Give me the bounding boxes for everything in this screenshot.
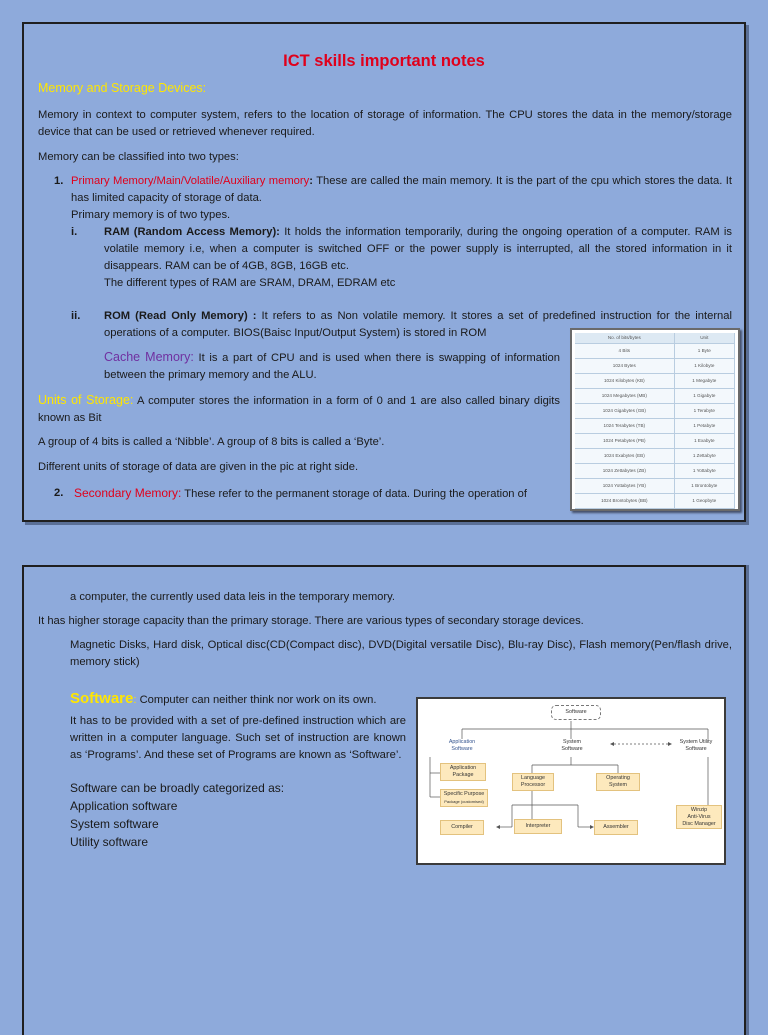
diagram-label-line: Software: [561, 746, 583, 752]
ram-text: It holds the information temporarily, during the ongoing operation of a computer. RAM is volatile memory i.e, when a computer is switched OFF or the power supply is interrupted, all the stored information in it disappears. RAM can be of 4GB, 8GB, 16GB etc.: [104, 226, 733, 272]
cache-term: Cache Memory:: [104, 350, 194, 364]
memory-heading: Memory and Storage Devices:: [38, 81, 207, 95]
table-row: [575, 373, 735, 388]
secondary-term: Secondary Memory:: [74, 486, 182, 500]
ram-term: RAM (Random Access Memory):: [104, 226, 280, 238]
table-row: [575, 433, 735, 448]
diagram-node-compiler: Compiler: [440, 820, 484, 835]
table-cell: 1024 Brontobytes (BB): [575, 493, 674, 508]
table-row: [575, 463, 735, 478]
software-categorized: Software can be broadly categorized as:: [70, 781, 285, 795]
table-cell: 1 Byte: [674, 343, 734, 358]
diagram-label-line: Package: [452, 772, 474, 778]
diagram-label-line: Processor: [520, 782, 546, 788]
diagram-connectors: [418, 699, 724, 863]
units-table-header: Unit: [674, 333, 734, 343]
units-of-storage-table: [570, 328, 740, 511]
primary-number: 1.: [54, 175, 64, 187]
software-intro: [70, 690, 406, 709]
page-title: ICT skills important notes: [283, 52, 485, 70]
table-cell: 1 Gigabyte: [674, 388, 734, 403]
primary-two-types: Primary memory is of two types.: [71, 209, 231, 221]
units-term: Units of Storage:: [38, 393, 134, 407]
secondary-text: These refer to the permanent storage of data. During the operation of: [181, 488, 527, 500]
diagram-label-line: Software: [685, 746, 707, 752]
secondary-devices: Magnetic Disks, Hard disk, Optical disc(CD(Compact disc), DVD(Digital versatile Disc), Blu-ray Disc), Flash memory(Pen/flash drive, memory stick): [70, 639, 732, 668]
diagram-label-line: System: [563, 739, 581, 745]
diagram-label-line: Application: [448, 739, 476, 745]
units-text: A computer stores the information in a form of 0 and 1 are also called binary digits known as Bit: [38, 395, 560, 424]
diagram-node-application-package: [440, 763, 486, 781]
table-cell: 1 Terabyte: [674, 403, 734, 418]
page-2: [22, 565, 746, 1035]
units-paragraph: [38, 392, 560, 427]
diagram-label-line: Operating: [606, 775, 630, 781]
table-row: [575, 358, 735, 373]
units-table-body: [575, 343, 735, 508]
table-cell: 1 Geopbyte: [674, 493, 734, 508]
memory-intro: Memory in context to computer system, refers to the location of storage of information. The CPU stores the data in the memory/storage device that can be used or retrieved whenever required.: [38, 109, 732, 138]
table-cell: 1024 Petabytes (PB): [575, 433, 674, 448]
table-row: [575, 388, 735, 403]
diagram-label-line: System Utility: [679, 739, 713, 745]
table-cell: 1 Megabyte: [674, 373, 734, 388]
diagram-label-line: Software: [451, 746, 473, 752]
ram-paragraph: [104, 224, 732, 275]
diagram-node-utility-software: [672, 739, 720, 753]
diagram-node-system-software: [548, 739, 596, 753]
table-row: [575, 403, 735, 418]
table-cell: 1 Petabyte: [674, 418, 734, 433]
rom-term: ROM (Read Only Memory) :: [104, 310, 257, 322]
table-cell: 1 Exabyte: [674, 433, 734, 448]
diagram-node-utilities: [676, 805, 722, 829]
diagram-node-application-software: [438, 739, 486, 753]
diagram-label-line: Winzip: [690, 806, 708, 813]
rom-number: ii.: [71, 310, 81, 322]
table-cell: 1024 Megabytes (MB): [575, 388, 674, 403]
table-cell: 1 Brontobyte: [674, 478, 734, 493]
table-row: [575, 493, 735, 508]
table-cell: 4 Bits: [575, 343, 674, 358]
ram-number: i.: [71, 226, 78, 238]
software-text: It has to be provided with a set of pre-defined instruction which are written in a computer language. Such set of instruction are known as ‘Programs’. And these set of Programs are known as ‘Software’.: [70, 715, 406, 761]
cache-paragraph: [104, 349, 560, 384]
table-row: [575, 478, 735, 493]
units-table-header: No. of bits/bytes: [575, 333, 674, 343]
table-cell: 1 Kilobyte: [674, 358, 734, 373]
software-category: Utility software: [70, 835, 149, 849]
diagram-label-line: Anti-Virus: [687, 813, 711, 820]
primary-memory-term: Primary Memory/Main/Volatile/Auxiliary memory: [71, 175, 310, 187]
software-category: Application software: [70, 799, 178, 813]
table-cell: 1 Zettabyte: [674, 448, 734, 463]
diagram-node-language-processor: [512, 773, 554, 791]
different-units-text: Different units of storage of data are given in the pic at right side.: [38, 461, 359, 473]
diagram-label-line: Language: [521, 775, 545, 781]
units-table-grid: [575, 333, 735, 509]
diagram-label-line: Package (customised): [444, 799, 484, 804]
table-row: [575, 448, 735, 463]
primary-memory-text: These are called the main memory. It is the part of the cpu which stores the data. It has limited capacity of storage of data.: [71, 175, 733, 204]
diagram-label-line: System: [609, 782, 627, 788]
page-1: [22, 22, 746, 522]
secondary-number: 2.: [54, 487, 64, 499]
table-cell: 1 Yottabyte: [674, 463, 734, 478]
software-classification-diagram: [416, 697, 726, 865]
table-row: [575, 418, 735, 433]
diagram-label-line: Application: [449, 765, 477, 771]
diagram-node-assembler: Assembler: [594, 820, 638, 835]
table-row: [575, 343, 735, 358]
table-cell: 1024 Exabytes (EB): [575, 448, 674, 463]
software-colon: :: [133, 694, 137, 706]
table-cell: 1024 Bytes: [575, 358, 674, 373]
table-cell: 1024 Terabytes (TB): [575, 418, 674, 433]
table-cell: 1024 Gigabytes (GB): [575, 403, 674, 418]
diagram-node-specific-purpose-package: [440, 789, 488, 807]
secondary-continued: a computer, the currently used data leis in the temporary memory.: [70, 591, 395, 603]
diagram-label-line: Specific Purpose: [443, 791, 485, 797]
table-cell: 1024 Zettabytes (ZB): [575, 463, 674, 478]
software-category: System software: [70, 817, 159, 831]
nibble-text: A group of 4 bits is called a ‘Nibble’. A group of 8 bits is called a ‘Byte’.: [38, 436, 385, 448]
diagram-node-operating-system: [596, 773, 640, 791]
diagram-node-interpreter: Interpreter: [514, 819, 562, 834]
table-cell: 1024 Kilobytes (KB): [575, 373, 674, 388]
secondary-capacity: It has higher storage capacity than the primary storage. There are various types of secondary storage devices.: [38, 615, 584, 627]
rom-text: It refers to as Non volatile memory. It stores a set of predefined instruction for the internal operations of a computer. BIOS(Baisc Input/Output System) is stored in ROM: [104, 310, 732, 339]
primary-colon: :: [309, 175, 313, 187]
diagram-node-software: Software: [551, 705, 601, 720]
software-heading: Software: [70, 690, 134, 707]
cache-text: It is a part of CPU and is used when there is swapping of information between the primary memory and the ALU.: [104, 352, 560, 381]
software-first-line: Computer can neither think nor work on its own.: [136, 694, 377, 706]
primary-memory-paragraph: [71, 173, 732, 207]
table-cell: 1024 Yottabytes (YB): [575, 478, 674, 493]
ram-types: The different types of RAM are SRAM, DRAM, EDRAM etc: [104, 277, 396, 289]
diagram-label-line: Disc Manager: [682, 820, 716, 827]
secondary-paragraph: [74, 485, 564, 503]
memory-classified: Memory can be classified into two types:: [38, 151, 239, 163]
software-categories: [70, 779, 400, 851]
units-table-header-row: [575, 333, 735, 343]
